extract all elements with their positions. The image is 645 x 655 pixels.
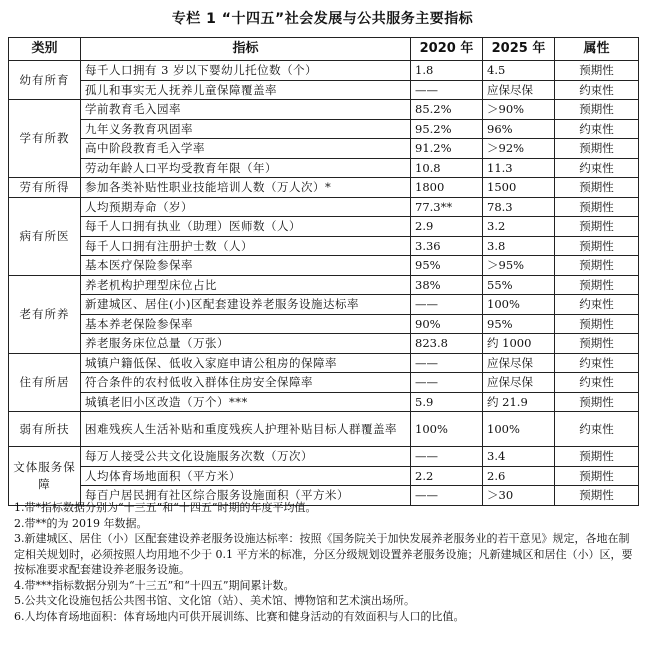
- category-cell: 住有所居: [9, 353, 81, 412]
- attribute-cell: 约束性: [555, 412, 639, 447]
- attribute-cell: 预期性: [555, 217, 639, 237]
- value-2020-cell: ——: [411, 80, 483, 100]
- header-attribute: 属性: [555, 38, 639, 61]
- value-2020-cell: 85.2%: [411, 100, 483, 120]
- value-2020-cell: ——: [411, 447, 483, 467]
- table-row: [9, 178, 639, 198]
- value-2025-cell: 3.2: [483, 217, 555, 237]
- attribute-cell: 预期性: [555, 197, 639, 217]
- table-row: [9, 217, 639, 237]
- attribute-cell: 预期性: [555, 392, 639, 412]
- attribute-cell: 约束性: [555, 353, 639, 373]
- table-row: [9, 197, 639, 217]
- table-header-row: [9, 38, 639, 61]
- value-2020-cell: ——: [411, 353, 483, 373]
- attribute-cell: 约束性: [555, 80, 639, 100]
- value-2020-cell: 77.3**: [411, 197, 483, 217]
- table-row: [9, 334, 639, 354]
- value-2025-cell: 应保尽保: [483, 373, 555, 393]
- table-body: [9, 61, 639, 506]
- value-2025-cell: ＞30: [483, 486, 555, 506]
- table-row: [9, 314, 639, 334]
- value-2025-cell: ＞95%: [483, 256, 555, 276]
- category-cell: 老有所养: [9, 275, 81, 353]
- value-2025-cell: 约 1000: [483, 334, 555, 354]
- footnote-item: 4.带***指标数据分别为“十三五”和“十四五”期间累计数。: [14, 578, 295, 592]
- value-2025-cell: 100%: [483, 412, 555, 447]
- table-row: [9, 139, 639, 159]
- table-row: [9, 158, 639, 178]
- table-row: [9, 61, 639, 81]
- attribute-cell: 预期性: [555, 100, 639, 120]
- value-2020-cell: 90%: [411, 314, 483, 334]
- table-row: [9, 447, 639, 467]
- table-row: [9, 100, 639, 120]
- attribute-cell: 预期性: [555, 275, 639, 295]
- value-2020-cell: ——: [411, 373, 483, 393]
- category-cell: 病有所医: [9, 197, 81, 275]
- value-2020-cell: 95%: [411, 256, 483, 276]
- category-cell: 学有所教: [9, 100, 81, 178]
- value-2025-cell: 55%: [483, 275, 555, 295]
- value-2025-cell: 11.3: [483, 158, 555, 178]
- attribute-cell: 预期性: [555, 61, 639, 81]
- footnote-item: 1.带*指标数据分别为“十三五”和“十四五”时期的年度平均值。: [14, 501, 317, 514]
- indicator-cell: 基本医疗保险参保率: [81, 256, 411, 276]
- table-row: [9, 256, 639, 276]
- indicator-cell: 符合条件的农村低收入群体住房安全保障率: [81, 373, 411, 393]
- value-2020-cell: 2.9: [411, 217, 483, 237]
- value-2020-cell: ——: [411, 486, 483, 506]
- value-2020-cell: 1800: [411, 178, 483, 198]
- indicator-cell: 人均预期寿命（岁）: [81, 197, 411, 217]
- indicator-cell: 困难残疾人生活补贴和重度残疾人护理补贴目标人群覆盖率: [81, 412, 411, 447]
- category-cell: 文体服务保障: [9, 447, 81, 506]
- value-2025-cell: 应保尽保: [483, 353, 555, 373]
- value-2020-cell: 100%: [411, 412, 483, 447]
- attribute-cell: 预期性: [555, 486, 639, 506]
- attribute-cell: 预期性: [555, 139, 639, 159]
- value-2020-cell: 3.36: [411, 236, 483, 256]
- value-2020-cell: 1.8: [411, 61, 483, 81]
- indicator-cell: 每千人口拥有注册护士数（人）: [81, 236, 411, 256]
- value-2020-cell: 2.2: [411, 466, 483, 486]
- value-2025-cell: 95%: [483, 314, 555, 334]
- page-title: 专栏 1 “十四五”社会发展与公共服务主要指标: [171, 11, 474, 27]
- category-cell: 劳有所得: [9, 178, 81, 198]
- indicators-table: [8, 37, 639, 506]
- indicator-cell: 学前教育毛入园率: [81, 100, 411, 120]
- indicator-cell: 劳动年龄人口平均受教育年限（年）: [81, 158, 411, 178]
- value-2025-cell: 100%: [483, 295, 555, 315]
- attribute-cell: 预期性: [555, 447, 639, 467]
- indicator-cell: 每千人口拥有执业（助理）医师数（人）: [81, 217, 411, 237]
- header-indicator: 指标: [81, 38, 411, 61]
- header-2020: 2020 年: [411, 38, 483, 61]
- table-row: [9, 412, 639, 447]
- attribute-cell: 约束性: [555, 158, 639, 178]
- value-2020-cell: 823.8: [411, 334, 483, 354]
- indicator-cell: 每万人接受公共文化设施服务次数（万次）: [81, 447, 411, 467]
- indicator-cell: 参加各类补贴性职业技能培训人数（万人次）*: [81, 178, 411, 198]
- attribute-cell: 约束性: [555, 119, 639, 139]
- table-row: [9, 80, 639, 100]
- attribute-cell: 约束性: [555, 373, 639, 393]
- value-2025-cell: 96%: [483, 119, 555, 139]
- indicator-cell: 人均体育场地面积（平方米）: [81, 466, 411, 486]
- indicator-cell: 基本养老保险参保率: [81, 314, 411, 334]
- value-2025-cell: 2.6: [483, 466, 555, 486]
- indicator-cell: 九年义务教育巩固率: [81, 119, 411, 139]
- value-2025-cell: 3.4: [483, 447, 555, 467]
- value-2020-cell: 95.2%: [411, 119, 483, 139]
- indicator-cell: 每百户居民拥有社区综合服务设施面积（平方米）: [81, 486, 411, 506]
- footnote-item: 2.带**的为 2019 年数据。: [14, 516, 148, 530]
- indicator-cell: 养老服务床位总量（万张）: [81, 334, 411, 354]
- value-2025-cell: 1500: [483, 178, 555, 198]
- table-row: [9, 466, 639, 486]
- table-row: [9, 353, 639, 373]
- header-2025: 2025 年: [483, 38, 555, 61]
- footnotes: [14, 500, 634, 624]
- footnote-item: 3.新建城区、居住（小）区配套建设养老服务设施达标率：按照《国务院关于加快发展养老服务业的若干意见》规定，各地在制定相关规划时，必须按照人均用地不少于 0.1 平方米的标准，分区分级规划设置养老服务设施；凡新建城区和居住（小）区，要按标准要求配套建设养老服务设施。: [14, 532, 633, 576]
- indicator-cell: 每千人口拥有 3 岁以下婴幼儿托位数（个）: [81, 61, 411, 81]
- attribute-cell: 预期性: [555, 178, 639, 198]
- value-2020-cell: 10.8: [411, 158, 483, 178]
- indicator-cell: 城镇户籍低保、低收入家庭申请公租房的保障率: [81, 353, 411, 373]
- table-row: [9, 373, 639, 393]
- value-2025-cell: 约 21.9: [483, 392, 555, 412]
- attribute-cell: 预期性: [555, 466, 639, 486]
- value-2025-cell: 应保尽保: [483, 80, 555, 100]
- value-2025-cell: 78.3: [483, 197, 555, 217]
- value-2020-cell: 38%: [411, 275, 483, 295]
- table-row: [9, 392, 639, 412]
- attribute-cell: 预期性: [555, 256, 639, 276]
- indicator-cell: 城镇老旧小区改造（万个）***: [81, 392, 411, 412]
- table-row: [9, 236, 639, 256]
- attribute-cell: 预期性: [555, 236, 639, 256]
- value-2020-cell: ——: [411, 295, 483, 315]
- value-2025-cell: 3.8: [483, 236, 555, 256]
- indicator-cell: 高中阶段教育毛入学率: [81, 139, 411, 159]
- value-2025-cell: ＞92%: [483, 139, 555, 159]
- value-2025-cell: 4.5: [483, 61, 555, 81]
- category-cell: 幼有所育: [9, 61, 81, 100]
- value-2020-cell: 91.2%: [411, 139, 483, 159]
- footnote-item: 5.公共文化设施包括公共图书馆、文化馆（站）、美术馆、博物馆和艺术演出场所。: [14, 594, 415, 607]
- indicator-cell: 新建城区、居住(小)区配套建设养老服务设施达标率: [81, 295, 411, 315]
- header-category: 类别: [9, 38, 81, 61]
- attribute-cell: 预期性: [555, 334, 639, 354]
- indicator-cell: 养老机构护理型床位占比: [81, 275, 411, 295]
- value-2025-cell: ＞90%: [483, 100, 555, 120]
- category-cell: 弱有所扶: [9, 412, 81, 447]
- footnote-item: 6.人均体育场地面积：体育场地内可供开展训练、比赛和健身活动的有效面积与人口的比值。: [14, 609, 465, 623]
- attribute-cell: 约束性: [555, 295, 639, 315]
- table-row: [9, 295, 639, 315]
- indicator-cell: 孤儿和事实无人抚养儿童保障覆盖率: [81, 80, 411, 100]
- value-2020-cell: 5.9: [411, 392, 483, 412]
- attribute-cell: 预期性: [555, 314, 639, 334]
- table-row: [9, 119, 639, 139]
- table-row: [9, 275, 639, 295]
